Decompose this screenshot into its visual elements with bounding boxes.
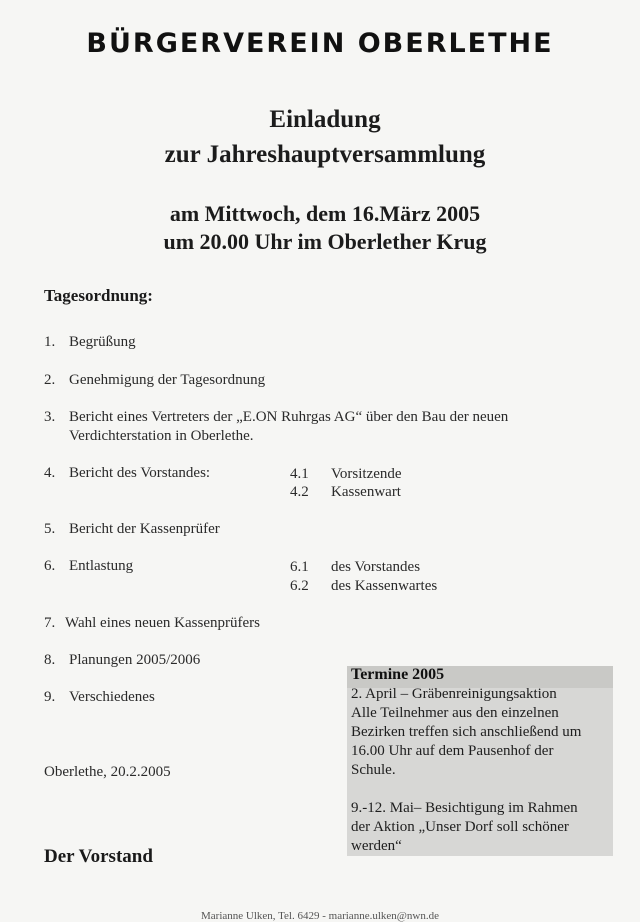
- termine-line: der Aktion „Unser Dorf soll schöner: [351, 819, 569, 835]
- agenda-item-continuation: Verdichterstation in Oberlethe.: [69, 428, 254, 444]
- agenda-item-number: 1.: [44, 334, 56, 350]
- agenda-item: [44, 464, 210, 483]
- agenda-item-number: 6.: [44, 558, 56, 574]
- agenda-item-number: 5.: [44, 521, 56, 537]
- termine-line: Alle Teilnehmer aus den einzelnen: [351, 705, 559, 721]
- agenda-item-number: 7.: [44, 615, 56, 631]
- agenda-subitem: [290, 577, 437, 596]
- agenda-subitem: [290, 465, 402, 484]
- agenda-subitem-number: 4.1: [290, 466, 309, 482]
- agenda-item-text: Entlastung: [69, 558, 134, 574]
- agenda-item-text: Bericht eines Vertreters der „E.ON Ruhrgas AG“ über den Bau der neuen: [69, 409, 509, 425]
- agenda-subitem: [290, 483, 401, 502]
- signature: Der Vorstand: [44, 846, 153, 867]
- termine-entry: [351, 685, 613, 780]
- agenda-heading: Tagesordnung:: [44, 286, 153, 305]
- agenda-item-text: Begrüßung: [69, 334, 136, 350]
- agenda-item: [44, 371, 265, 390]
- meeting-date: am Mittwoch, dem 16.März 2005: [169, 201, 481, 226]
- agenda-item-number: 2.: [44, 372, 56, 388]
- termine-line: 2. April – Gräbenreinigungsaktion: [351, 686, 557, 702]
- agenda-subitem-text: Kassenwart: [331, 484, 401, 500]
- termine-line: werden“: [351, 838, 402, 854]
- termine-title: Termine 2005: [351, 666, 445, 683]
- agenda-item-text: Wahl eines neuen Kassenprüfers: [65, 615, 260, 631]
- agenda-item-number: 4.: [44, 465, 56, 481]
- agenda-item-text: Verschiedenes: [69, 689, 155, 705]
- agenda-item: [44, 520, 220, 539]
- agenda-item: [44, 614, 260, 633]
- agenda-item-text: Planungen 2005/2006: [69, 652, 201, 668]
- meeting-time-place: um 20.00 Uhr im Oberlether Krug: [163, 229, 487, 254]
- agenda-subitem-number: 6.2: [290, 578, 309, 594]
- agenda-item: [44, 408, 508, 427]
- agenda-item-number: 8.: [44, 652, 56, 668]
- termine-line: Schule.: [351, 762, 396, 778]
- invitation-subheading: zur Jahreshauptversammlung: [164, 141, 486, 168]
- agenda-item-number: 3.: [44, 409, 56, 425]
- termine-line: 9.-12. Mai– Besichtigung im Rahmen: [351, 800, 578, 816]
- agenda-item-text: Genehmigung der Tagesordnung: [69, 372, 266, 388]
- agenda-item-text: Bericht des Vorstandes:: [69, 465, 211, 481]
- agenda-subitem-number: 4.2: [290, 484, 309, 500]
- agenda-item-number: 9.: [44, 689, 56, 705]
- agenda-item: [44, 688, 155, 707]
- agenda-subitem: [290, 558, 420, 577]
- agenda-subitem-text: des Vorstandes: [331, 559, 421, 575]
- agenda-item: [44, 333, 136, 352]
- footer-contact: Marianne Ulken, Tel. 6429 - marianne.ulken@nwn.de: [201, 910, 439, 922]
- agenda-item: [44, 557, 133, 576]
- agenda-subitem-text: Vorsitzende: [331, 466, 402, 482]
- agenda-subitem-text: des Kassenwartes: [331, 578, 438, 594]
- termine-line: Bezirken treffen sich anschließend um: [351, 724, 582, 740]
- place-and-date: Oberlethe, 20.2.2005: [44, 764, 171, 780]
- organization-title: BÜRGERVEREIN OBERLETHE: [86, 28, 554, 59]
- invitation-heading: Einladung: [269, 106, 381, 133]
- agenda-subitem-number: 6.1: [290, 559, 309, 575]
- agenda-item-text: Bericht der Kassenprüfer: [69, 521, 220, 537]
- termine-entry: [351, 799, 613, 856]
- agenda-item: [44, 651, 200, 670]
- termine-line: 16.00 Uhr auf dem Pausenhof der: [351, 743, 554, 759]
